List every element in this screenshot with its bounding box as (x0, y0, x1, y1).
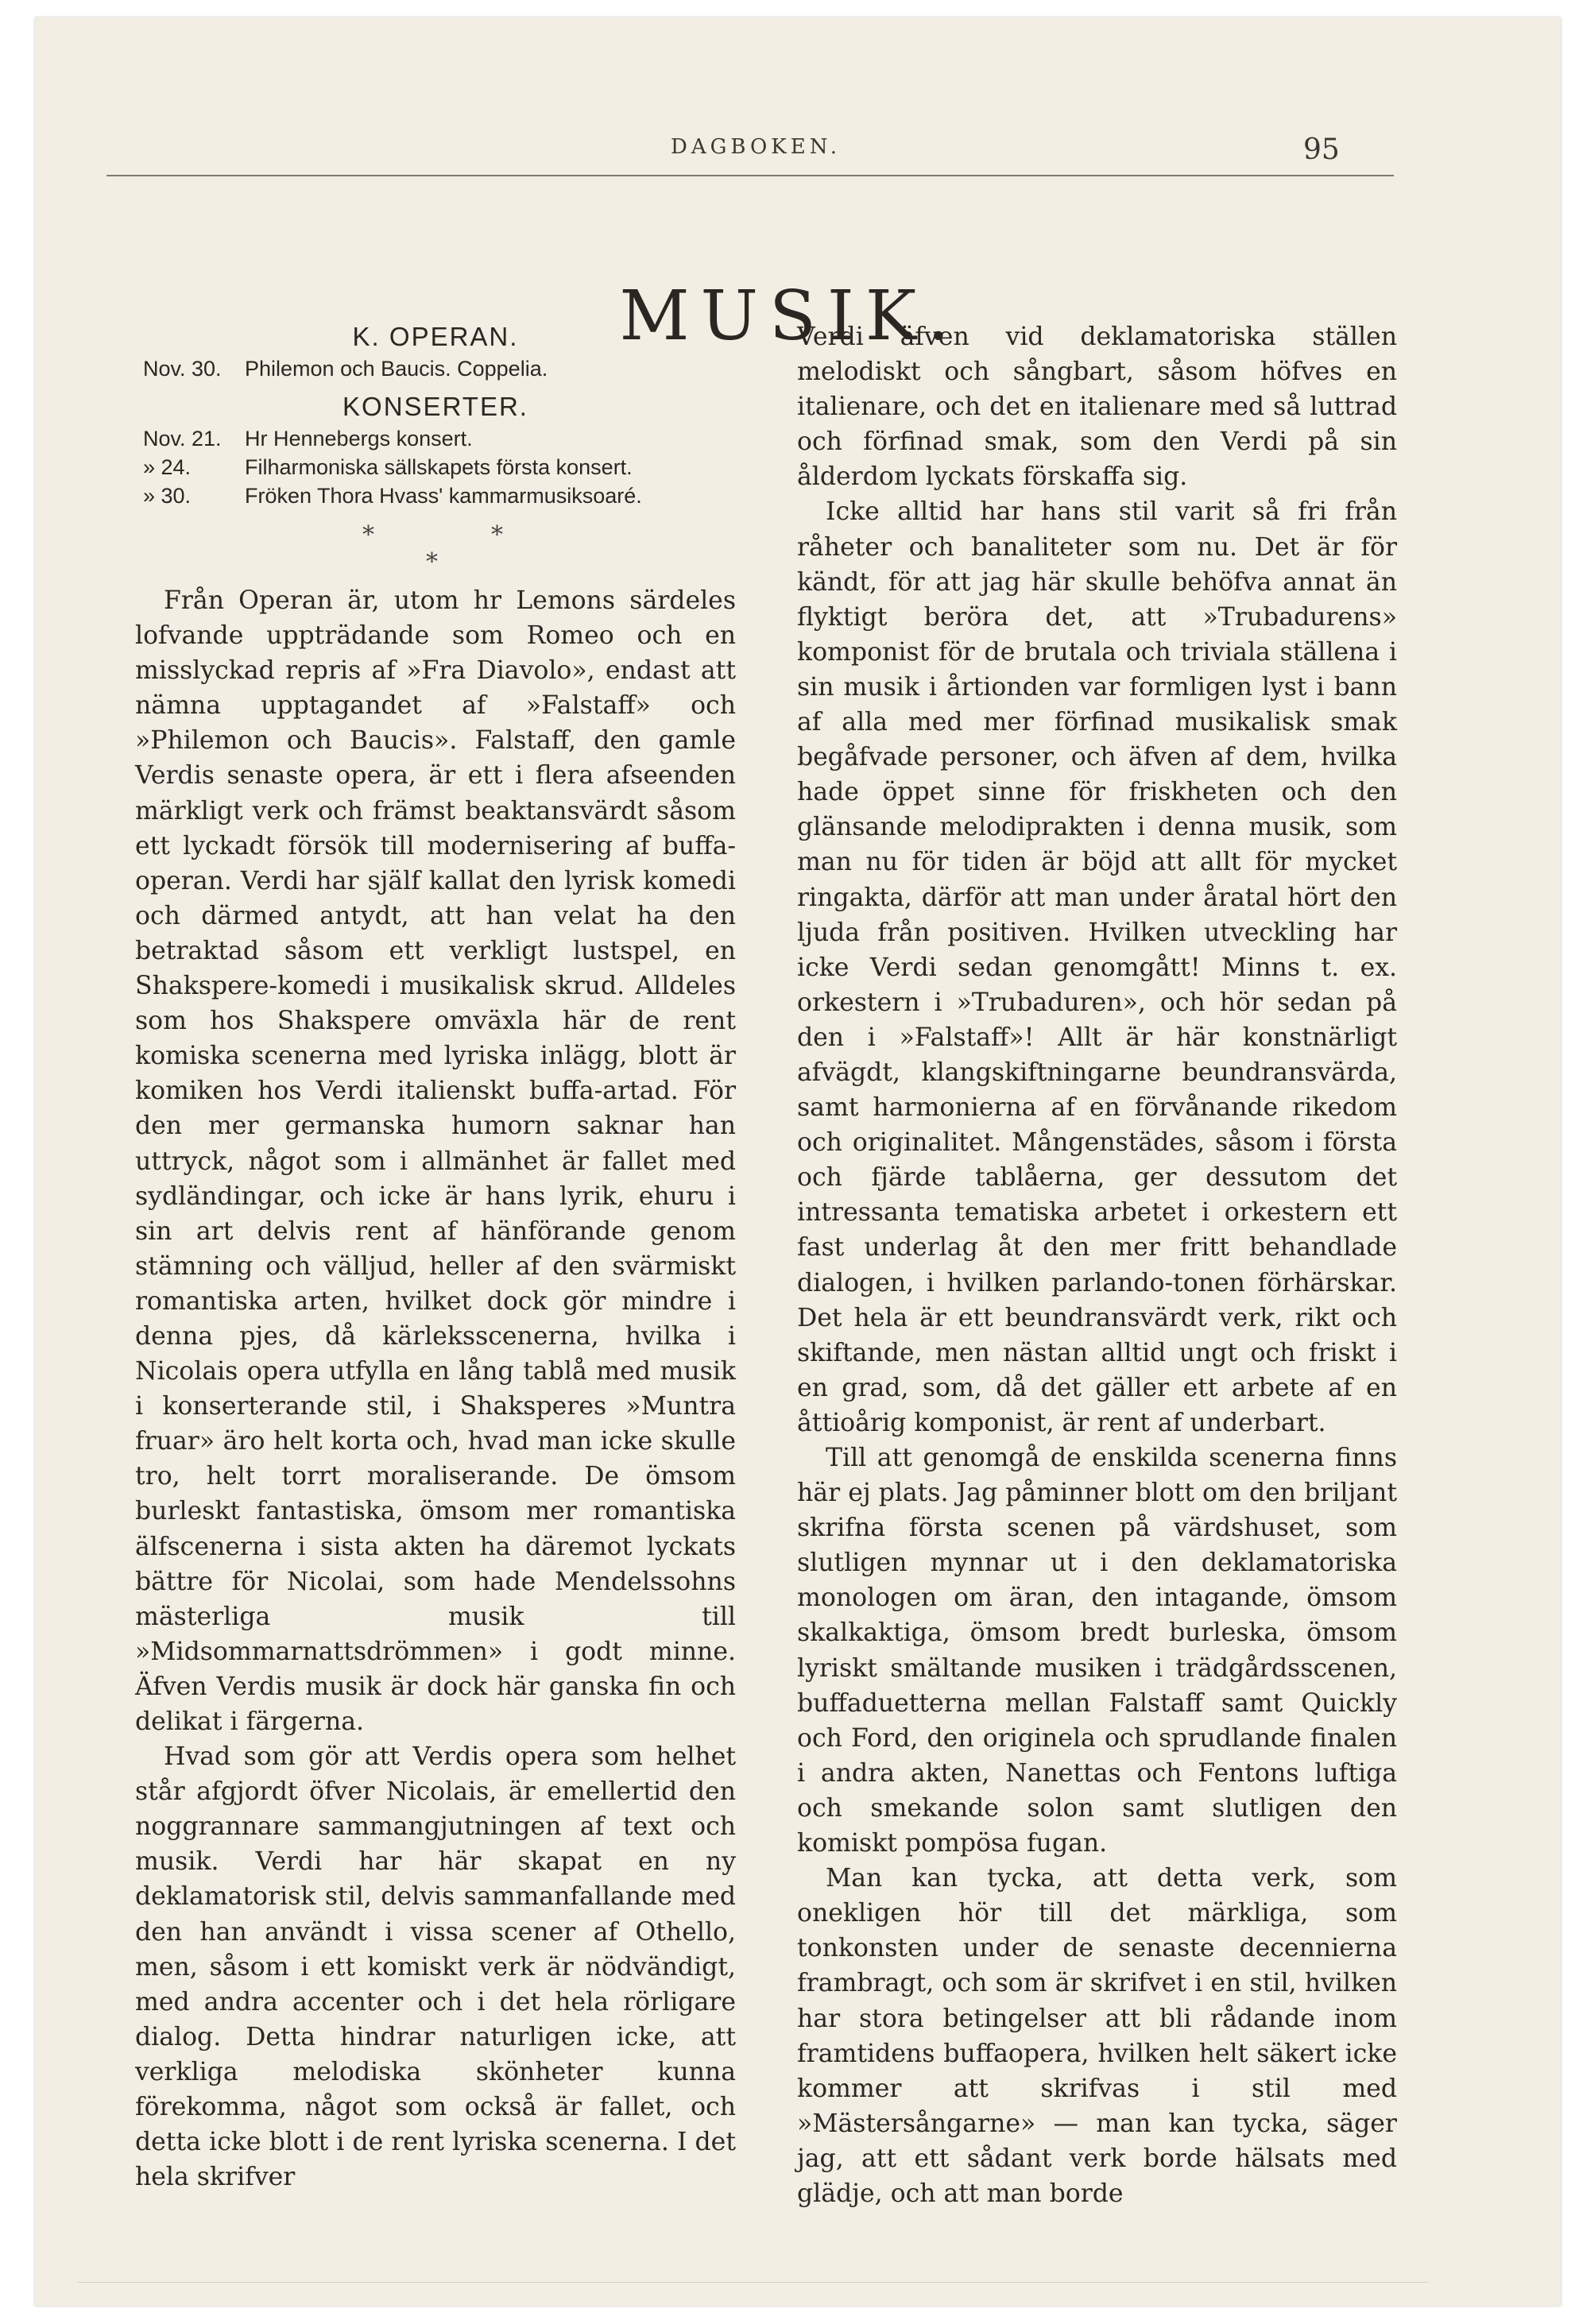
concerts-heading: KONSERTER. (343, 392, 528, 421)
listing-row (135, 354, 736, 383)
page-edge-line (78, 2282, 1429, 2283)
asterisk: * (362, 521, 374, 549)
listing-row (135, 424, 736, 453)
page-number: 95 (1303, 133, 1340, 166)
listing-row (135, 453, 736, 481)
listing-text: Filharmoniska sällskapets första konsert. (245, 455, 633, 479)
listing-date: » 30. (143, 484, 192, 508)
listing-text: Philemon och Baucis. Coppelia. (245, 357, 548, 381)
listing-text: Fröken Thora Hvass' kammarmusiksoaré. (245, 484, 642, 508)
opera-heading: K. OPERAN. (352, 322, 519, 351)
body-paragraph: Hvad som gör att Verdis opera som helhet står afgjordt öfver Nicolais, är emellertid den noggrannare sammangjutningen af text och musik. Verdi har här skapat en ny deklamatorisk stil, delvis sammanfallande med den han användt i vissa scener af Othello, men, såsom i ett komiskt verk är nödvändigt, med andra accenter och i det hela rörligare dialog. Detta hindrar naturligen icke, att verkliga melodiska skönheter kunna förekomma, något som också är fallet, och detta icke blott i de rent lyriska scenerna. I det hela skrifver (135, 1742, 736, 2192)
section-title: MUSIK. (619, 276, 961, 356)
body-paragraph: Verdi äfven vid deklamatoriska ställen melodiskt och sångbart, såsom höfves en italienare, och det en italienare med så luttrad och förfinad smak, som den Verdi på sin ålderdom lyckats förskaffa sig. (797, 323, 1397, 492)
body-paragraph: Till att genomgå de enskilda scenerna finns här ej plats. Jag påminner blott om den briljant skrifna första scenen på värdshuset, som slutligen mynnar ut i den deklamatoriska monologen om äran, den intagande, ömsom skalkaktiga, ömsom bredt burleska, ömsom lyriskt smältande musiken i trädgårdsscenen, buffaduetterna mellan Falstaff samt Quickly och Ford, den originela och sprudlande finalen i andra akten, Nanettas och Fentons luftiga och smekande solon samt slutligen den komiskt pompösa fugan. (797, 1444, 1397, 1858)
listing-text: Hr Hennebergs konsert. (245, 427, 473, 450)
listing-date: » 24. (143, 455, 192, 479)
body-paragraph: Man kan tycka, att detta verk, som onekligen hör till det märkliga, som tonkonsten under de senaste decennierna frambragt, och som är skrifvet i en stil, hvilken har stora betingelser att bli rådande inom framtidens buffaopera, hvilken helt säkert icke kommer att skrifvas i stil med »Mästersångarne» — man kan tycka, säger jag, att ett sådant verk borde hälsats med glädje, och att man borde (797, 1864, 1397, 2208)
body-paragraph: Från Operan är, utom hr Lemons särdeles lofvande uppträdande som Romeo och en misslyckad repris af »Fra Diavolo», endast att nämna upptagandet af »Falstaff» och »Philemon och Baucis». Falstaff, den gamle Verdis senaste opera, är ett i flera afseenden märkligt verk och främst beaktansvärdt såsom ett lyckadt försök till modernisering af buffa-operan. Verdi har själf kallat den lyrisk komedi och därmed antydt, att han velat ha den betraktad såsom ett verkligt lustspel, en Shakspere-komedi i musikalisk skrud. Alldeles som hos Shakspere omväxla här de rent komiska scenerna med lyriska inlägg, blott är komiken hos Verdi italienskt buffa-artad. För den mer germanska humorn saknar han uttryck, något som i allmänhet är fallet med sydländingar, och icke är hans lyrik, ehuru i sin art delvis rent af hänförande genom stämning och välljud, heller af den svärmiskt romantiska arten, hvilket dock gör mindre i denna pjes, då kärleksscenerna, hvilka i Nicolais opera utfylla en lång tablå med musik i konserterande stil, i Shaksperes »Muntra fruar» äro helt korta och, hvad man icke skulle tro, helt torrt moraliserande. De ömsom burleskt fantastiska, ömsom mer romantiska älfscenerna i sista akten ha däremot lyckats bättre för Nicolai, som hade Mendelssohns mästerliga musik till »Midsommarnattsdrömmen» i godt minne. Äfven Verdis musik är dock här ganska fin och delikat i färgerna. (135, 586, 736, 1736)
right-column (797, 319, 1397, 2211)
asterisk: * (426, 548, 438, 576)
asterism-separator (135, 518, 736, 583)
book-page (35, 17, 1561, 2306)
listing-row (135, 481, 736, 510)
body-paragraph: Icke alltid har hans stil varit så fri från råheter och banaliteter som nu. Det är för kändt, för att jag här skulle behöfva annat än flyktigt beröra det, att »Trubadurens» komponist för de brutala och triviala ställena i sin musik i årtionden var formligen lyst i bann af alla med mer förfinad musikalisk smak begåfvade personer, och äfven af dem, hvilka hade öppet sinne för friskheten och den glänsande melodiprakten i denna musik, som man nu för tiden är böjd att allt för mycket ringakta, därför att man under åratal hört den ljuda från positiven. Hvilken utveckling har icke Verdi sedan genomgått! Minns t. ex. orkestern i »Trubaduren», och hör sedan på den i »Falstaff»! Allt är här konstnärligt afvägdt, klangskiftningarne beundransvärda, samt harmonierna af en förvånande rikedom och originalitet. Mångenstädes, såsom i första och fjärde tablåerna, ger dessutom det intressanta tematiska arbetet i orkestern ett fast underlag åt den mer fritt behandlade dialogen, i hvilken parlando-tonen förhärskar. Det hela är ett beundransvärdt verk, rikt och skiftande, men nästan alltid ungt och friskt i en grad, som, då det gäller ett arbete af en åttioårig komponist, är rent af underbart. (797, 497, 1397, 1437)
listing-date: Nov. 21. (143, 427, 222, 450)
listing-date: Nov. 30. (143, 357, 222, 381)
left-column (135, 319, 736, 2194)
asterisk: * (491, 521, 503, 549)
header-rule (106, 175, 1394, 176)
running-head: DAGBOKEN. (671, 135, 842, 159)
